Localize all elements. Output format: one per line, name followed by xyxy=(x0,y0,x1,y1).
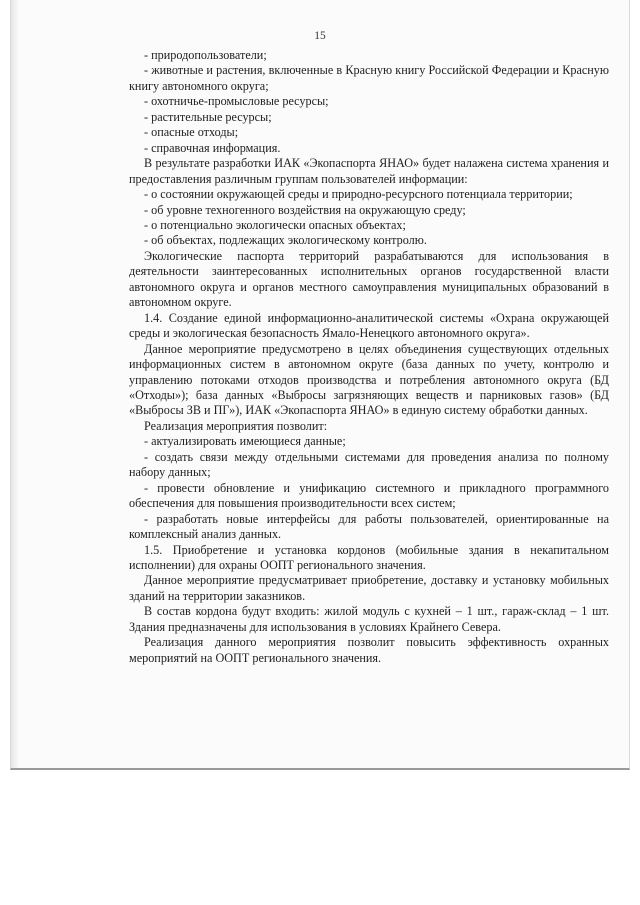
paragraph: Реализация мероприятия позволит: xyxy=(144,418,328,433)
paragraph: Данное мероприятие предусмотрено в целях объединения существующих отдельных информационных систем в автономном округе (база данных по учету, контролю и управлению потоками отходов производства и потребления автономного округа (БД «Отходы»); база данных «Выбросы загрязняющих веществ и парниковых газов» (БД «Выбросы ЗВ и ПГ»), ИАК «Экопаспорта ЯНАО» в единую систему обработки данных. xyxy=(129,341,609,418)
document-body xyxy=(129,48,609,666)
paragraph: В состав кордона будут входить: жилой модуль с кухней – 1 шт., гараж-склад – 1 шт. Здания предназначены для использования в условиях Крайнего Севера. xyxy=(129,604,609,634)
list-item: - охотничье-промысловые ресурсы; xyxy=(144,94,329,109)
list-item: - опасные отходы; xyxy=(144,125,239,140)
list-item: - об объектах, подлежащих экологическому контролю. xyxy=(144,233,427,248)
list-item: - животные и растения, включенные в Красную книгу Российской Федерации и Красную книгу автономного округа; xyxy=(129,63,609,93)
scanned-page xyxy=(10,0,630,770)
paragraph: Экологические паспорта территорий разрабатываются для использования в деятельности заинтересованных исполнительных органов государственной власти автономного округа и органов местного самоуправления муниципальных образований в автономном округе. xyxy=(129,248,609,310)
list-item: - растительные ресурсы; xyxy=(144,109,272,124)
list-item: - провести обновление и унификацию системного и прикладного программного обеспечения для повышения производительности всех систем; xyxy=(129,480,609,511)
list-item: - справочная информация. xyxy=(144,140,281,155)
list-item: - о потенциально экологически опасных объектах; xyxy=(144,217,406,232)
paragraph: Реализация данного мероприятия позволит повысить эффективность охранных мероприятий на ООПТ регионального значения. xyxy=(129,635,609,665)
paragraph: Данное мероприятие предусматривает приобретение, доставку и установку мобильных зданий на территории заказников. xyxy=(129,573,609,603)
list-item: - природопользователи; xyxy=(144,48,267,62)
list-item: - создать связи между отдельными системами для проведения анализа по полному набору данных; xyxy=(129,449,609,480)
section-heading: 1.5. Приобретение и установка кордонов (мобильные здания в некапитальном исполнении) для охраны ООПТ регионального значения. xyxy=(129,542,609,572)
list-item: - разработать новые интерфейсы для работы пользователей, ориентированные на комплексный анализ данных. xyxy=(129,511,609,542)
paragraph: В результате разработки ИАК «Экопаспорта ЯНАО» будет налажена система хранения и предоставления различным группам пользователей информации: xyxy=(129,156,609,186)
section-heading: 1.4. Создание единой информационно-аналитической системы «Охрана окружающей среды и экологическая безопасность Ямало-Ненецкого автономного округа». xyxy=(129,310,609,341)
list-item: - о состоянии окружающей среды и природно-ресурсного потенциала территории; xyxy=(144,187,573,202)
list-item: - об уровне техногенного воздействия на окружающую среду; xyxy=(144,202,466,217)
list-item: - актуализировать имеющиеся данные; xyxy=(144,434,346,449)
page-number: 15 xyxy=(314,30,326,42)
